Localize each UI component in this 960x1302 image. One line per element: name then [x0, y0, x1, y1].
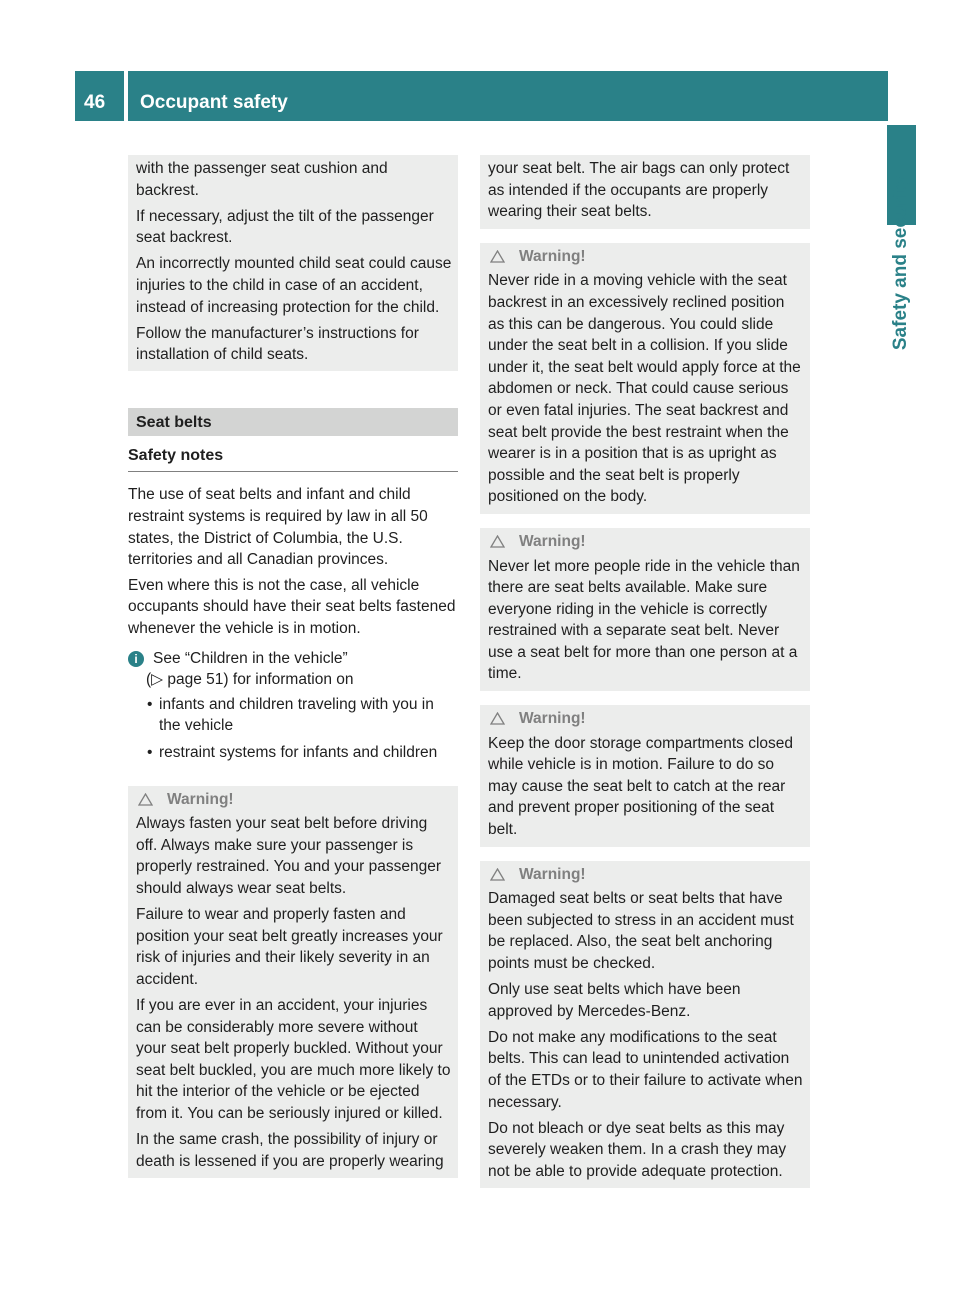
- warning-paragraph: Never let more people ride in the vehicle than there are seat belts available. Make sure everyone riding in the vehicle is correctly restrained with a separate seat belt. Never use a seat belt for more than one person at a time.: [488, 557, 800, 683]
- box-paragraph: Follow the manufacturer’s instructions for installation of child seats.: [136, 324, 419, 364]
- continued-box: [128, 155, 458, 371]
- warning-paragraph: Failure to wear and properly fasten and position your seat belt greatly increases your risk of injuries and their likely severity in an accident.: [136, 906, 443, 988]
- chapter-title: Occupant safety: [140, 92, 288, 113]
- list-item-text: restraint systems for infants and children: [159, 743, 438, 761]
- info-note: [128, 648, 458, 764]
- warning-paragraph: In the same crash, the possibility of injury or death is lessened if you are properly wearing: [136, 1130, 444, 1170]
- bullet-icon: •: [147, 695, 153, 713]
- box-paragraph: with the passenger seat cushion and backrest.: [136, 160, 388, 199]
- bullet-icon: •: [147, 743, 153, 761]
- warning-title: Warning!: [519, 865, 586, 883]
- box-paragraph: If necessary, adjust the tilt of the passenger seat backrest.: [136, 207, 434, 247]
- info-text: (▷ page 51) for information on: [146, 671, 354, 689]
- warning-title: Warning!: [519, 532, 586, 550]
- warning-paragraph: Always fasten your seat belt before driving off. Always make sure your passenger is properly restrained. You and your passenger should always wear seat belts.: [136, 815, 442, 897]
- continued-box: [480, 155, 810, 229]
- warning-box: [480, 528, 810, 691]
- warning-box: [480, 861, 810, 1189]
- warning-paragraph: Do not make any modifications to the seat belts. This can lead to unintended activation of the ETDs or to their failure to activate when necessary.: [488, 1028, 803, 1111]
- warning-triangle-icon: [490, 535, 505, 548]
- warning-paragraph: Keep the door storage compartments closed while vehicle is in motion. Failure to do so may cause the seat belt to catch at the rear and prevent proper positioning of the seat belt.: [488, 734, 794, 839]
- warning-triangle-icon: [138, 793, 153, 806]
- box-paragraph: your seat belt. The air bags can only protect as intended if the occupants are properly wearing their seat belts.: [488, 160, 790, 221]
- warning-box: [480, 705, 810, 847]
- warning-triangle-icon: [490, 250, 505, 263]
- list-item: [128, 694, 458, 737]
- side-tab-label: Safety and security: [890, 175, 911, 351]
- warning-title: Warning!: [519, 710, 586, 728]
- warning-triangle-icon: [490, 712, 505, 725]
- right-column: [480, 155, 810, 1188]
- warning-paragraph: If you are ever in an accident, your injuries can be considerably more severe without your seat belt properly buckled. Without your seat belt buckled, you are much more likely to hit the interior of the vehicle or be ejected from it. You can be seriously injured or killed.: [136, 996, 451, 1122]
- left-column: [128, 155, 458, 1178]
- warning-paragraph: Do not bleach or dye seat belts as this may severely weaken them. In a crash they may not be able to provide adequate protection.: [488, 1119, 787, 1180]
- warning-triangle-icon: [490, 868, 505, 881]
- page-number: 46: [84, 92, 106, 113]
- body-paragraph: Even where this is not the case, all vehicle occupants should have their seat belts fastened whenever the vehicle is in motion.: [128, 576, 456, 637]
- warning-title: Warning!: [167, 790, 234, 808]
- warning-paragraph: Damaged seat belts or seat belts that have been subjected to stress in an accident must be replaced. Also, the seat belt anchoring points must be checked.: [488, 890, 794, 972]
- section-heading: Seat belts: [128, 408, 458, 436]
- warning-box: [480, 243, 810, 514]
- list-item: [128, 742, 458, 764]
- warning-title: Warning!: [519, 247, 586, 265]
- warning-box: [128, 786, 458, 1179]
- warning-paragraph: Only use seat belts which have been approved by Mercedes-Benz.: [488, 981, 741, 1020]
- body-paragraph: The use of seat belts and infant and child restraint systems is required by law in all 50 states, the District of Columbia, the U.S. territories and all Canadian provinces.: [128, 486, 428, 569]
- info-text: See “Children in the vehicle”: [153, 649, 348, 667]
- box-paragraph: An incorrectly mounted child seat could cause injuries to the child in case of an accident, instead of increasing protection for the child.: [136, 255, 452, 316]
- warning-paragraph: Never ride in a moving vehicle with the seat backrest in an excessively reclined position as this can be dangerous. You could slide under the seat belt in a collision. If you slide under it, the seat belt would apply force at the abdomen or neck. That could cause serious or even fatal injuries. The seat backrest and seat belt provide the best restraint when the wearer is in a position that is as upright as possible and the seat belt is properly positioned on the body.: [488, 272, 801, 506]
- list-item-text: infants and children traveling with you in the vehicle: [159, 695, 434, 735]
- info-icon: i: [128, 651, 144, 667]
- subsection-heading: Safety notes: [128, 436, 458, 473]
